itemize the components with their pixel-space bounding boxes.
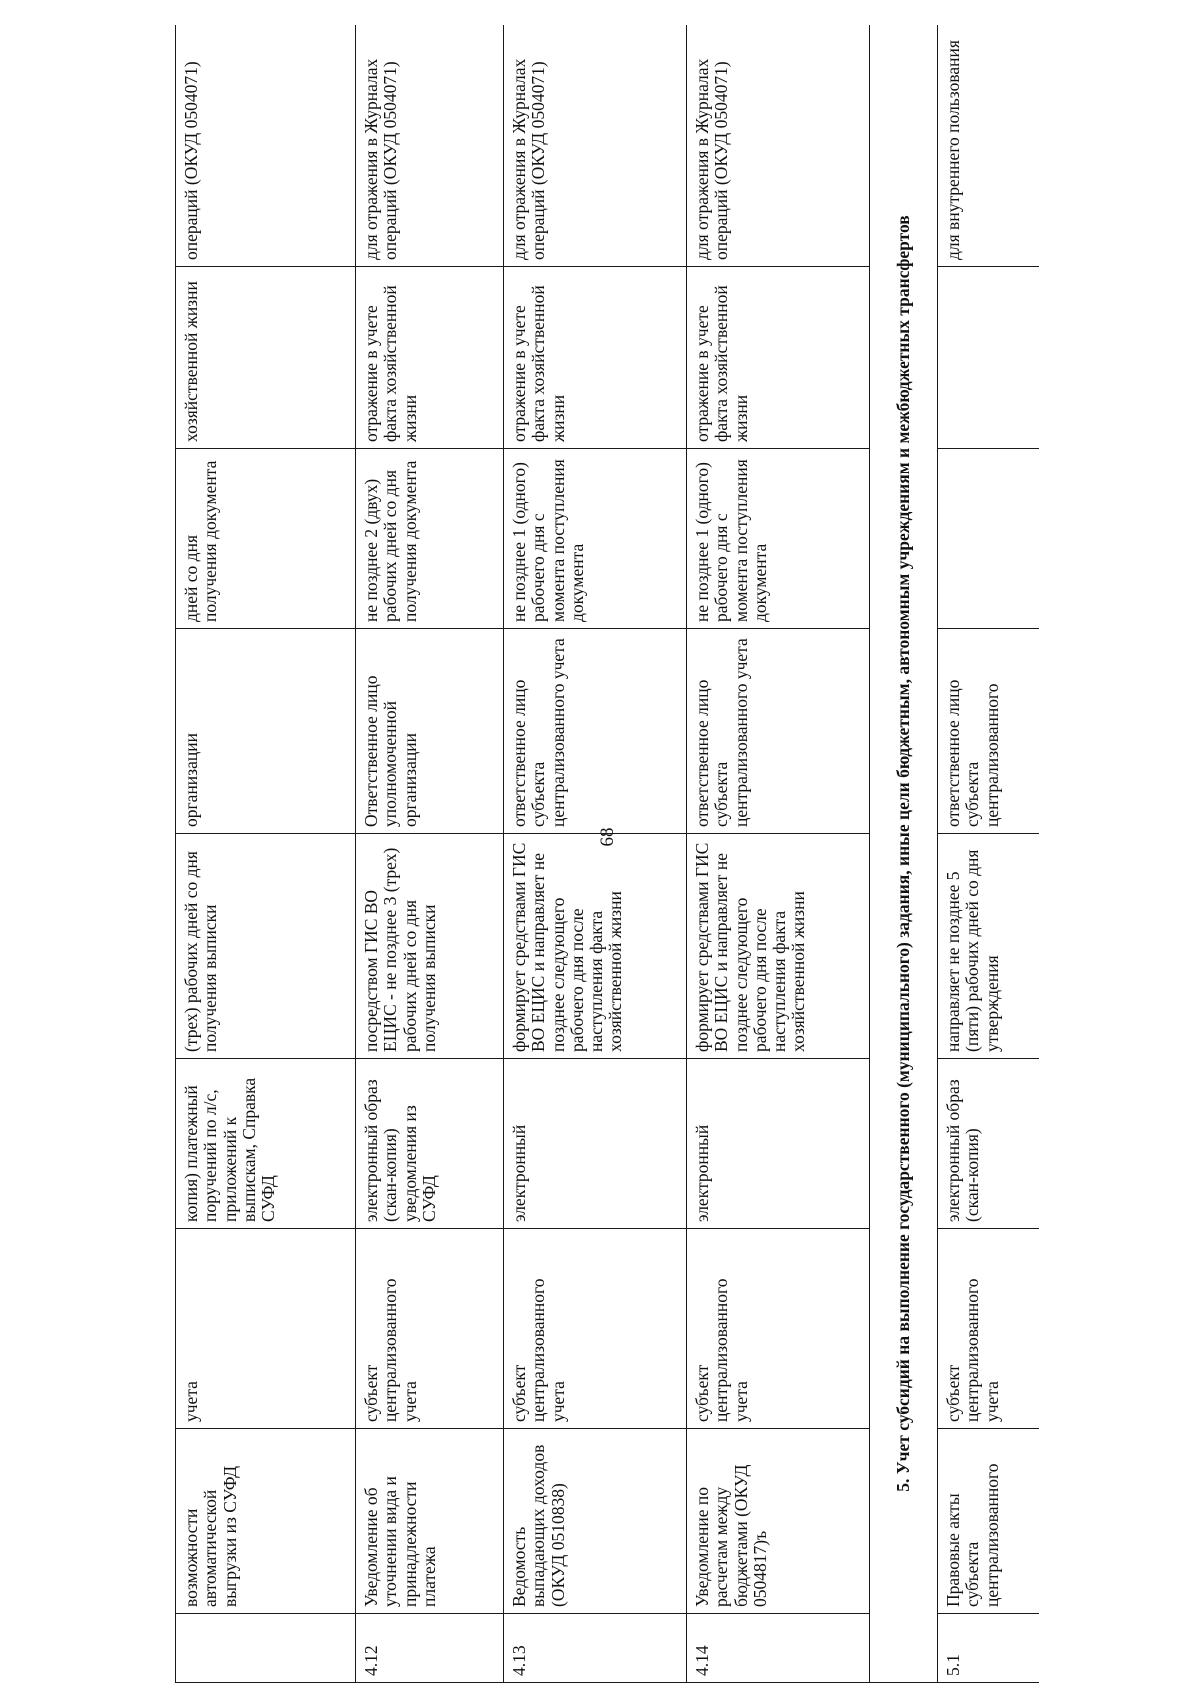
- cell-document: Уведомление об уточнении вида и принадлежности платежа: [356, 1429, 504, 1614]
- cell-format: копия) платежный поручений по л/с, приложений к выпискам, Справка СУФД: [176, 1059, 356, 1229]
- table-area: [175, 25, 1039, 1683]
- cell-creator: субъект централизованного учета: [504, 1229, 687, 1429]
- cell-purpose: для отражения в Журналах операций (ОКУД 0504071): [687, 25, 870, 267]
- cell-recipient: ответственное лицо субъекта централизованного учета: [687, 629, 870, 834]
- cell-format: электронный: [504, 1059, 687, 1229]
- cell-submission-term: формирует средствами ГИС ВО ЕЦИС и направляет не позднее следующего рабочего дня после наступления факта хозяйственной жизни: [687, 834, 870, 1059]
- cell-submission-term: (трех) рабочих дней со дня получения выписки: [176, 834, 356, 1059]
- cell-number: 4.13: [504, 1614, 687, 1683]
- cell-creator: субъект централизованного учета: [938, 1229, 1040, 1429]
- cell-number: 4.12: [356, 1614, 504, 1683]
- cell-processing-term: не позднее 1 (одного) рабочего дня с момента поступления документа: [504, 449, 687, 629]
- cell-processing-term: не позднее 2 (двух) рабочих дней со дня получения документа: [356, 449, 504, 629]
- table-row: [504, 25, 687, 1683]
- cell-recipient: ответственное лицо субъекта централизованного: [938, 629, 1040, 834]
- cell-action: отражение в учете факта хозяйственной жизни: [504, 267, 687, 449]
- cell-action: отражение в учете факта хозяйственной жизни: [356, 267, 504, 449]
- cell-action: [938, 267, 1040, 449]
- section-heading-row: [870, 25, 938, 1683]
- cell-purpose: операций (ОКУД 0504071): [176, 25, 356, 267]
- table-row: [356, 25, 504, 1683]
- cell-action: отражение в учете факта хозяйственной жизни: [687, 267, 870, 449]
- document-table: [175, 25, 1039, 1683]
- section-heading: 5. Учет субсидий на выполнение государственного (муниципального) задания, иные цели бюджетным, автономным учреждениям и межбюджетных трансфертов: [870, 25, 938, 1683]
- cell-number: [176, 1614, 356, 1683]
- cell-document: возможности автоматической выгрузки из СУФД: [176, 1429, 356, 1614]
- rotated-table-wrapper: [175, 25, 1039, 1683]
- cell-purpose: для внутреннего пользования: [938, 25, 1040, 267]
- cell-processing-term: дней со дня получения документа: [176, 449, 356, 629]
- cell-creator: субъект централизованного учета: [687, 1229, 870, 1429]
- cell-action: хозяйственной жизни: [176, 267, 356, 449]
- cell-submission-term: формирует средствами ГИС ВО ЕЦИС и направляет не позднее следующего рабочего дня после наступления факта хозяйственной жизни: [504, 834, 687, 1059]
- cell-document: Ведомость выпадающих доходов (ОКУД 0510838): [504, 1429, 687, 1614]
- table-row: [176, 25, 356, 1683]
- cell-submission-term: посредством ГИС ВО ЕЦИС - не позднее 3 (трех) рабочих дней со дня получения выписки: [356, 834, 504, 1059]
- cell-recipient: ответственное лицо субъекта централизованного учета: [504, 629, 687, 834]
- cell-processing-term: не позднее 1 (одного) рабочего дня с момента поступления документа: [687, 449, 870, 629]
- table-row: [687, 25, 870, 1683]
- cell-number: 5.1: [938, 1614, 1040, 1683]
- cell-creator: субъект централизованного учета: [356, 1229, 504, 1429]
- table-row: [938, 25, 1040, 1683]
- cell-processing-term: [938, 449, 1040, 629]
- cell-recipient: Ответственное лицо уполномоченной организации: [356, 629, 504, 834]
- cell-recipient: организации: [176, 629, 356, 834]
- cell-format: электронный образ (скан-копия) уведомления из СУФД: [356, 1059, 504, 1229]
- page-number: 68: [597, 827, 618, 847]
- cell-purpose: для отражения в Журналах операций (ОКУД 0504071): [356, 25, 504, 267]
- cell-document: Уведомление по расчетам между бюджетами (ОКУД 0504817)ъ: [687, 1429, 870, 1614]
- cell-format: электронный: [687, 1059, 870, 1229]
- cell-submission-term: направляет не позднее 5 (пяти) рабочих дней со дня утверждения: [938, 834, 1040, 1059]
- cell-format: электронный образ (скан-копия): [938, 1059, 1040, 1229]
- cell-number: 4.14: [687, 1614, 870, 1683]
- cell-purpose: для отражения в Журналах операций (ОКУД 0504071): [504, 25, 687, 267]
- cell-document: Правовые акты субъекта централизованного: [938, 1429, 1040, 1614]
- cell-creator: учета: [176, 1229, 356, 1429]
